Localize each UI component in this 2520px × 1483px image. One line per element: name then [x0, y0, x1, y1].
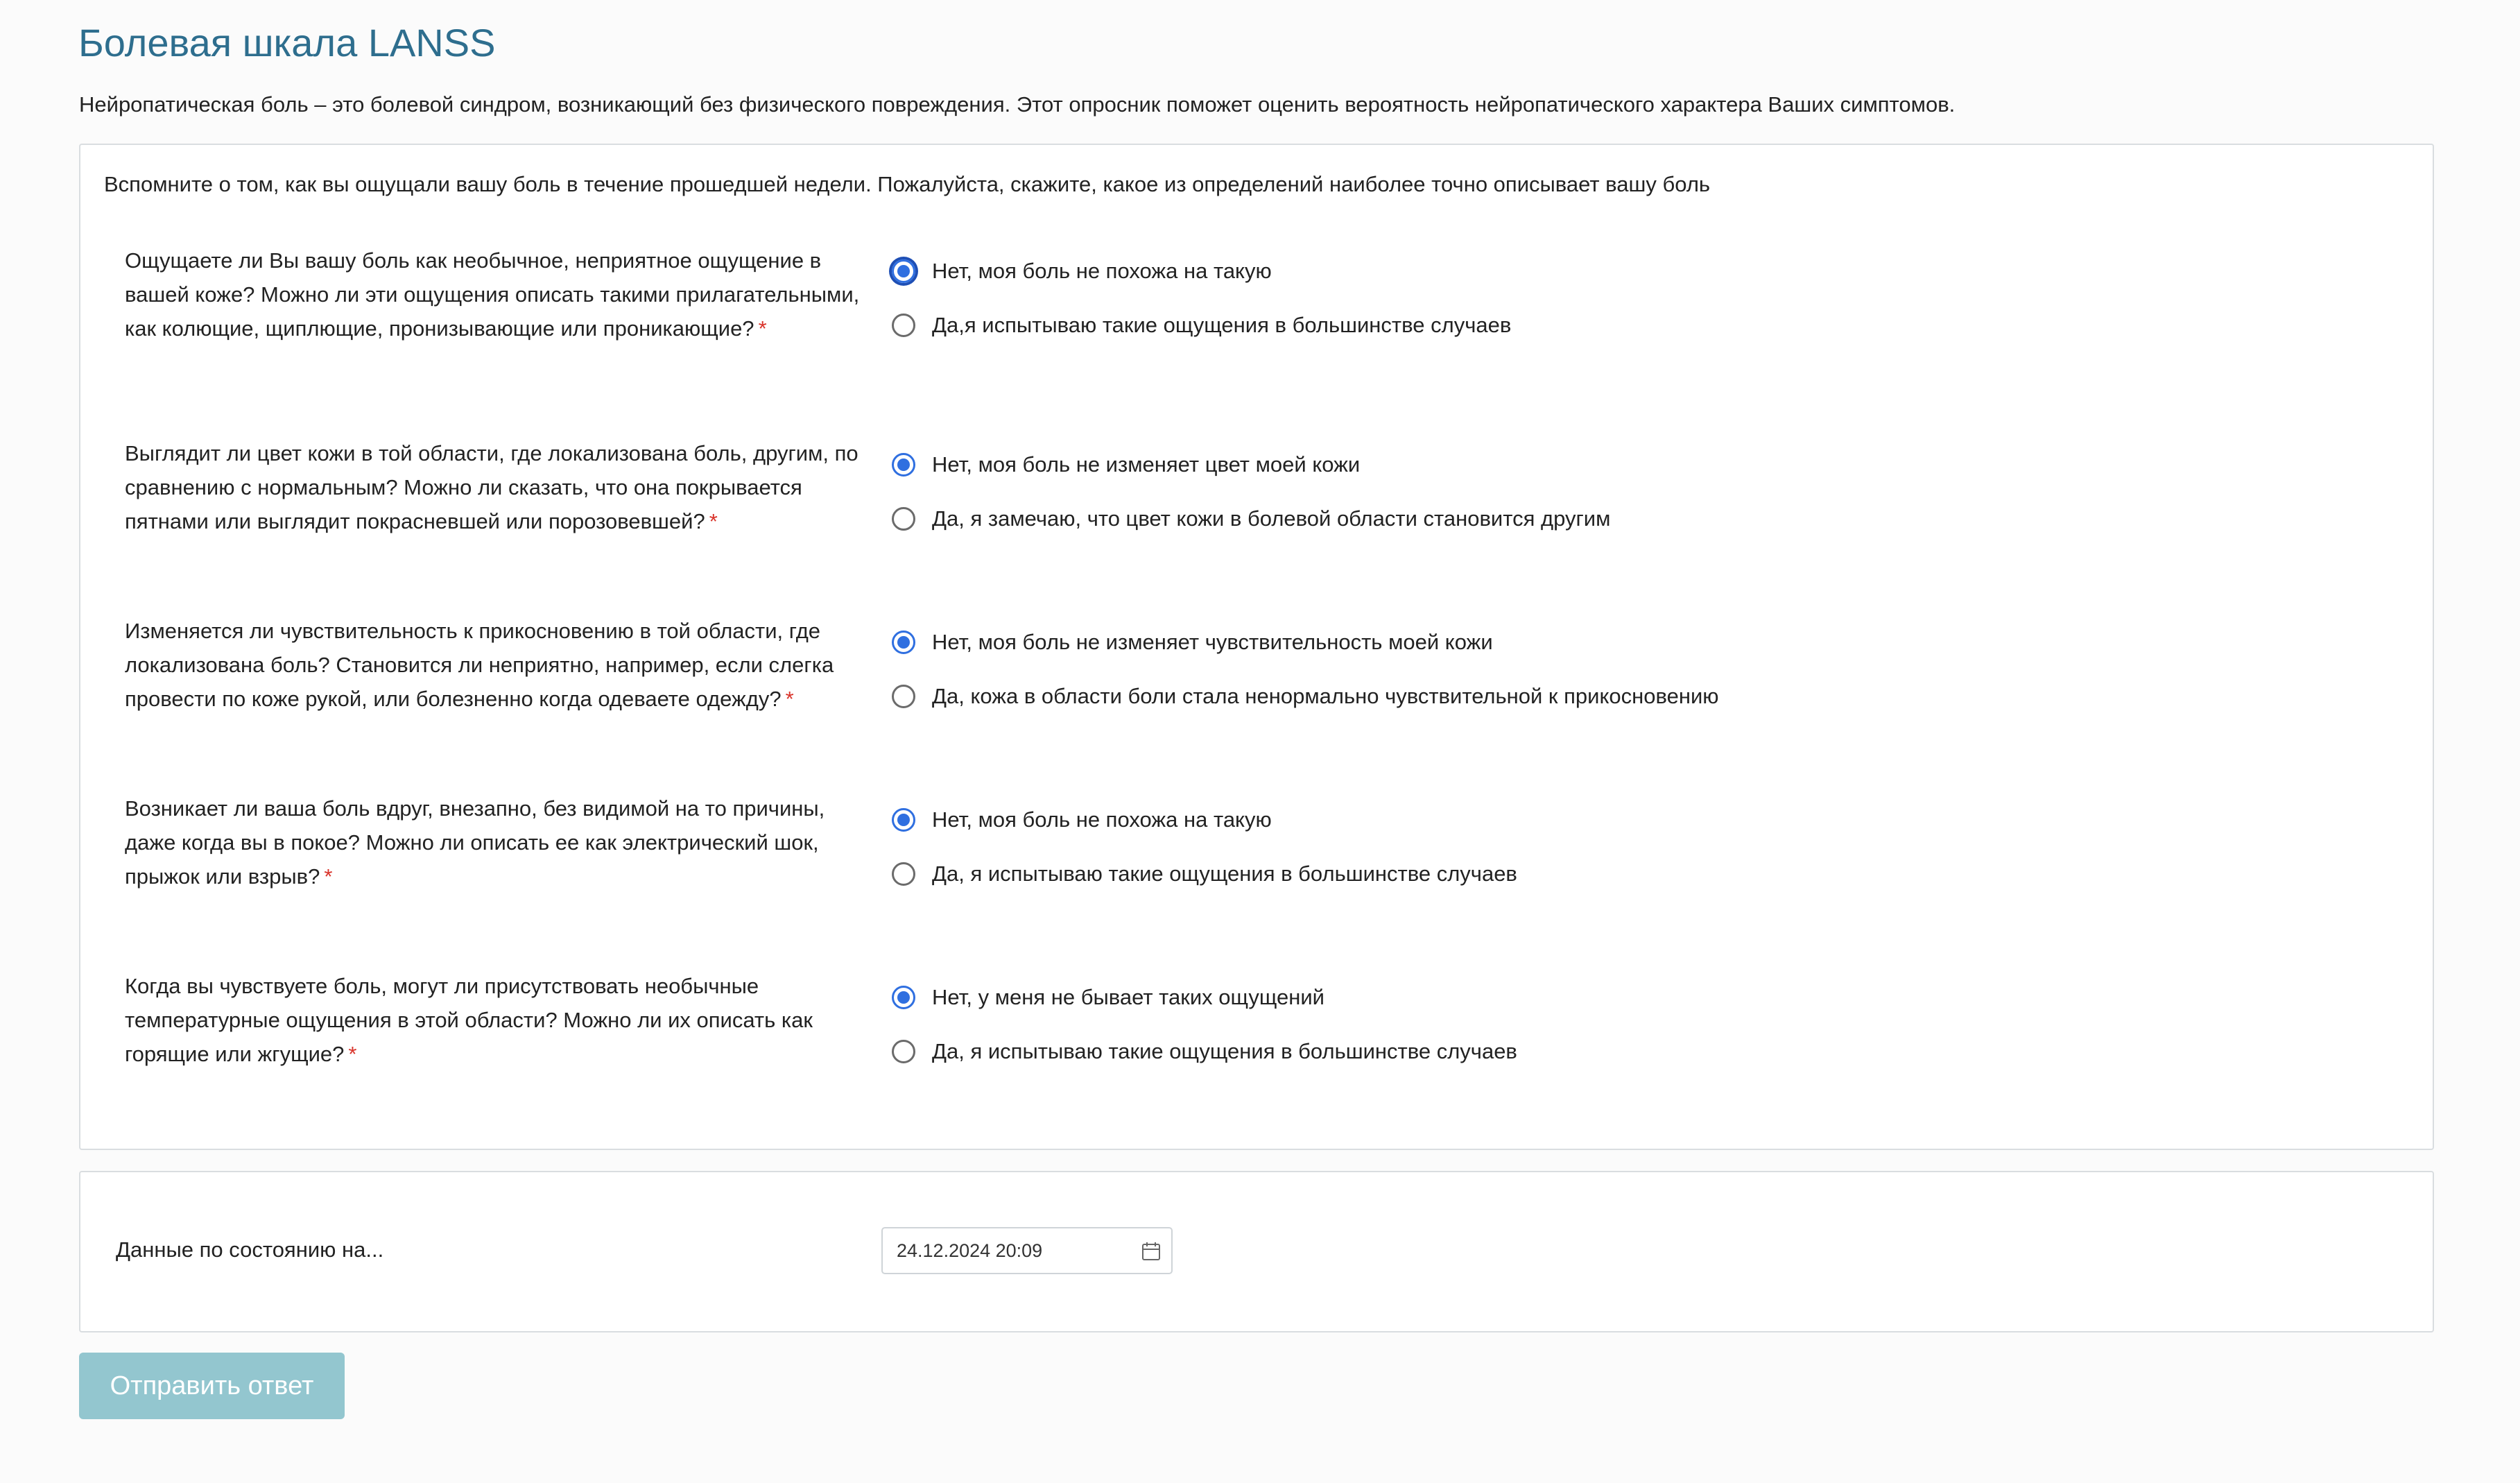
question-text: Ощущаете ли Вы вашу боль как необычное, неприятное ощущение в вашей коже? Можно ли эти ощущения описать такими прилагательными, как колющие, щиплющие, пронизывающие или проникающие?: [125, 248, 860, 341]
question-2: [125, 436, 888, 538]
question-5-option-2[interactable]: [892, 1039, 1517, 1064]
question-text: Возникает ли ваша боль вдруг, внезапно, без видимой на то причины, даже когда вы в покое? Можно ли описать ее как электрический шок, прыжок или взрыв?: [125, 796, 825, 889]
radio-selected-icon[interactable]: [892, 631, 915, 654]
required-mark: *: [324, 864, 333, 889]
option-label: Да, кожа в области боли стала ненормально чувствительной к прикосновению: [932, 684, 1719, 708]
question-5: [125, 969, 860, 1071]
question-3-option-2[interactable]: [892, 684, 1719, 709]
option-label: Да, я испытываю такие ощущения в большинстве случаев: [932, 861, 1517, 886]
radio-unselected-icon[interactable]: [892, 314, 915, 337]
question-text: Когда вы чувствуете боль, могут ли присутствовать необычные температурные ощущения в этой области? Можно ли их описать как горящие или жгущие?: [125, 974, 813, 1066]
question-3: [125, 614, 874, 716]
required-mark: *: [348, 1042, 357, 1066]
question-text: Изменяется ли чувствительность к прикосновению в той области, где локализована боль? Становится ли неприятно, например, если слегка провести по коже рукой, или болезненно когда одеваете одежду?: [125, 619, 834, 711]
option-label: Нет, моя боль не изменяет чувствительность моей кожи: [932, 630, 1493, 654]
required-mark: *: [785, 687, 794, 711]
radio-unselected-icon[interactable]: [892, 507, 915, 531]
date-panel: [79, 1171, 2434, 1332]
question-4-option-2[interactable]: [892, 861, 1517, 886]
date-label: Данные по состоянию на...: [116, 1237, 384, 1262]
page-title: Болевая шкала LANSS: [78, 21, 496, 65]
question-2-option-1[interactable]: [892, 452, 1360, 477]
page-intro: Нейропатическая боль – это болевой синдром, возникающий без физического повреждения. Этот опросник поможет оценить вероятность нейропатического характера Ваших симптомов.: [79, 92, 1956, 117]
radio-selected-icon[interactable]: [892, 453, 915, 477]
radio-selected-icon[interactable]: [892, 808, 915, 832]
question-5-option-1[interactable]: [892, 985, 1324, 1010]
option-label: Нет, моя боль не похожа на такую: [932, 259, 1272, 283]
date-time-input[interactable]: [881, 1227, 1173, 1274]
submit-button[interactable]: Отправить ответ: [79, 1353, 345, 1419]
required-mark: *: [758, 316, 767, 341]
option-label: Нет, моя боль не похожа на такую: [932, 807, 1272, 832]
question-1: [125, 243, 874, 345]
radio-selected-icon[interactable]: [892, 259, 915, 283]
option-label: Да, я испытываю такие ощущения в большинстве случаев: [932, 1039, 1517, 1063]
radio-unselected-icon[interactable]: [892, 685, 915, 708]
date-value: 24.12.2024 20:09: [897, 1240, 1043, 1261]
option-label: Да,я испытываю такие ощущения в большинстве случаев: [932, 313, 1512, 337]
option-label: Да, я замечаю, что цвет кожи в болевой области становится другим: [932, 506, 1611, 531]
question-3-option-1[interactable]: [892, 630, 1493, 655]
calendar-icon[interactable]: [1141, 1241, 1162, 1262]
radio-unselected-icon[interactable]: [892, 862, 915, 886]
option-label: Нет, моя боль не изменяет цвет моей кожи: [932, 452, 1361, 477]
question-4: [125, 791, 881, 893]
questionnaire-panel: [79, 144, 2434, 1150]
required-mark: *: [709, 509, 718, 533]
questionnaire-instruction: Вспомните о том, как вы ощущали вашу боль в течение прошедшей недели. Пожалуйста, скажите, какое из определений наиболее точно описывает вашу боль: [104, 172, 1711, 196]
option-label: Нет, у меня не бывает таких ощущений: [932, 985, 1324, 1009]
question-1-option-2[interactable]: [892, 313, 1511, 338]
radio-selected-icon[interactable]: [892, 986, 915, 1009]
question-4-option-1[interactable]: [892, 807, 1272, 832]
question-2-option-2[interactable]: [892, 506, 1610, 531]
question-1-option-1[interactable]: [892, 259, 1272, 284]
radio-unselected-icon[interactable]: [892, 1040, 915, 1063]
question-text: Выглядит ли цвет кожи в той области, где локализована боль, другим, по сравнению с нормальным? Можно ли сказать, что она покрывается пятнами или выглядит покрасневшей или порозовевшей?: [125, 441, 858, 533]
